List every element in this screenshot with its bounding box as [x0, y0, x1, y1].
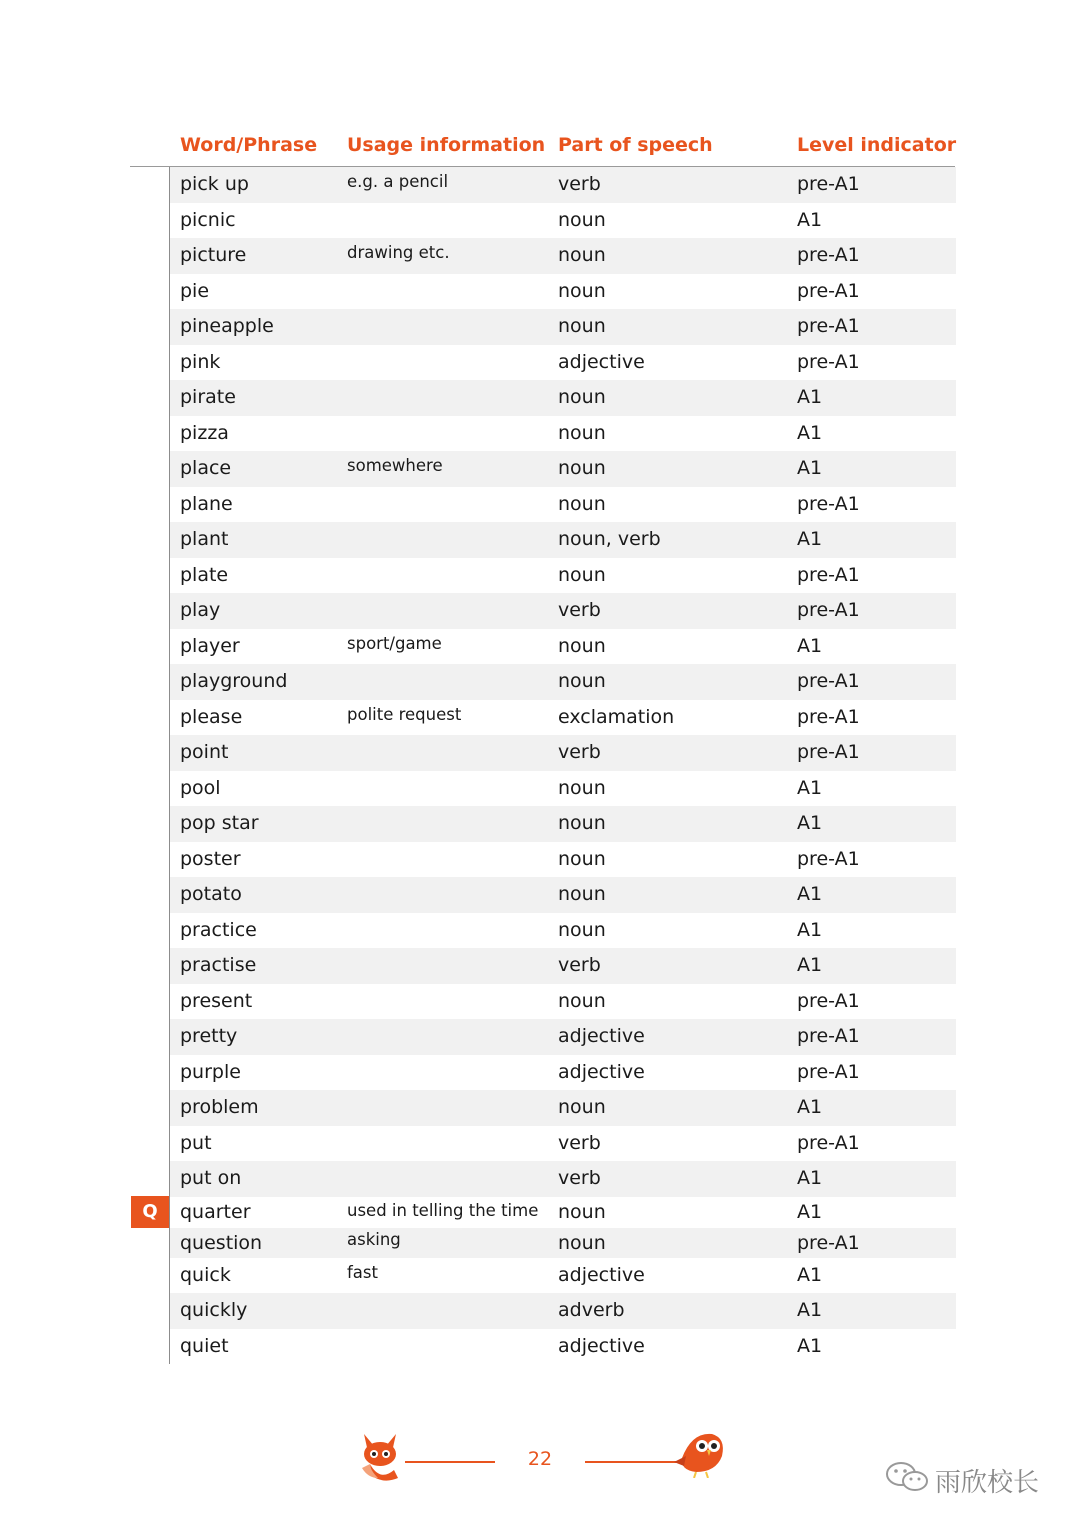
page-number: 22 [527, 1448, 553, 1470]
cell-word: quick [180, 1263, 231, 1286]
table-row [170, 771, 956, 807]
cell-level: A1 [797, 386, 823, 408]
table-row [170, 380, 956, 416]
cell-word: pop star [180, 812, 259, 834]
cell-level: A1 [797, 954, 823, 976]
vocabulary-table [130, 128, 955, 1364]
table-row [170, 1197, 956, 1228]
table-row [170, 948, 956, 984]
table-row [170, 984, 956, 1020]
table-row [170, 309, 956, 345]
cell-word: put [180, 1131, 212, 1154]
cell-word: pizza [180, 421, 229, 444]
cell-part-of-speech: exclamation [558, 705, 675, 728]
cell-word: poster [180, 847, 241, 870]
cell-level: A1 [797, 1299, 823, 1321]
table-row [170, 238, 956, 274]
cell-part-of-speech: noun [558, 989, 606, 1012]
table-row [170, 1126, 956, 1162]
cell-usage: asking [347, 1229, 401, 1249]
cell-level: A1 [797, 1200, 823, 1223]
cell-level: pre-A1 [797, 315, 860, 337]
cell-part-of-speech: noun [558, 776, 606, 799]
cell-level: A1 [797, 918, 823, 941]
cell-level: A1 [797, 1167, 823, 1189]
cell-usage: drawing etc. [347, 243, 450, 262]
cell-part-of-speech: noun [558, 492, 606, 515]
header-usage-information: Usage information [347, 134, 546, 156]
table-row [170, 629, 956, 665]
cell-level: pre-A1 [797, 599, 860, 621]
table-row [170, 274, 956, 310]
table-row [170, 1228, 956, 1258]
table-row [170, 913, 956, 949]
table-row [170, 1090, 956, 1126]
table-body [169, 167, 955, 1364]
cell-part-of-speech: noun [558, 563, 606, 586]
cell-level: A1 [797, 528, 823, 550]
cell-part-of-speech: noun [558, 315, 606, 337]
cell-part-of-speech: verb [558, 954, 601, 976]
table-row [170, 700, 956, 736]
wechat-icon [885, 1460, 929, 1501]
cell-word: pretty [180, 1025, 238, 1047]
cell-word: quickly [180, 1299, 248, 1321]
cell-part-of-speech: noun, verb [558, 528, 661, 550]
cell-usage: polite request [347, 704, 462, 724]
table-row [170, 593, 956, 629]
cell-part-of-speech: adjective [558, 1060, 645, 1083]
cell-word: question [180, 1231, 263, 1254]
cell-word: place [180, 457, 232, 479]
cell-part-of-speech: verb [558, 173, 601, 195]
cell-part-of-speech: adjective [558, 350, 645, 373]
cell-word: plant [180, 528, 229, 550]
cell-word: plane [180, 492, 233, 515]
section-letter-badge: Q [131, 1196, 169, 1228]
cell-part-of-speech: noun [558, 1096, 606, 1118]
cell-usage: somewhere [347, 456, 443, 475]
cell-level: pre-A1 [797, 1060, 860, 1083]
cell-level: pre-A1 [797, 1025, 860, 1047]
cell-part-of-speech: noun [558, 279, 606, 302]
table-row [170, 451, 956, 487]
header-part-of-speech: Part of speech [558, 134, 713, 156]
table-row [170, 416, 956, 452]
cell-part-of-speech: verb [558, 599, 601, 621]
table-row [170, 1161, 956, 1197]
table-row [170, 522, 956, 558]
cell-part-of-speech: noun [558, 244, 606, 266]
table-row [170, 1019, 956, 1055]
cell-word: potato [180, 883, 242, 905]
cell-part-of-speech: noun [558, 386, 606, 408]
cell-part-of-speech: noun [558, 812, 606, 834]
footer-rule-left [405, 1461, 495, 1463]
table-row [170, 345, 956, 381]
cell-level: pre-A1 [797, 279, 860, 302]
fox-icon [358, 1430, 406, 1486]
cell-level: A1 [797, 1334, 823, 1357]
cell-part-of-speech: noun [558, 883, 606, 905]
cell-word: problem [180, 1096, 259, 1118]
cell-part-of-speech: noun [558, 457, 606, 479]
cell-word: practice [180, 918, 257, 941]
cell-part-of-speech: adjective [558, 1334, 645, 1357]
cell-word: plate [180, 563, 229, 586]
header-level-indicator: Level indicator [797, 134, 957, 156]
cell-usage: used in telling the time [347, 1200, 539, 1220]
cell-level: pre-A1 [797, 741, 860, 763]
cell-level: pre-A1 [797, 244, 860, 266]
cell-part-of-speech: noun [558, 421, 606, 444]
table-row [170, 1293, 956, 1329]
cell-word: put on [180, 1167, 242, 1189]
cell-word: present [180, 989, 253, 1012]
cell-level: A1 [797, 457, 823, 479]
cell-part-of-speech: noun [558, 1200, 606, 1223]
watermark [885, 1460, 1039, 1500]
cell-level: A1 [797, 1263, 823, 1286]
cell-word: pink [180, 350, 221, 373]
table-row [170, 664, 956, 700]
cell-word: picnic [180, 208, 236, 231]
table-row [170, 806, 956, 842]
cell-part-of-speech: adjective [558, 1263, 645, 1286]
cell-word: quarter [180, 1200, 251, 1223]
table-row [170, 1258, 956, 1294]
cell-level: A1 [797, 883, 823, 905]
cell-level: A1 [797, 1096, 823, 1118]
cell-word: pick up [180, 173, 249, 195]
cell-part-of-speech: noun [558, 847, 606, 870]
cell-level: pre-A1 [797, 1131, 860, 1154]
cell-word: playground [180, 670, 288, 692]
cell-level: pre-A1 [797, 350, 860, 373]
cell-part-of-speech: verb [558, 1167, 601, 1189]
cell-usage: e.g. a pencil [347, 172, 449, 191]
cell-part-of-speech: adjective [558, 1025, 645, 1047]
cell-level: pre-A1 [797, 989, 860, 1012]
cell-usage: sport/game [347, 633, 442, 653]
table-row [170, 735, 956, 771]
cell-level: pre-A1 [797, 1231, 860, 1254]
table-header [130, 128, 955, 167]
cell-word: purple [180, 1060, 241, 1083]
cell-word: pirate [180, 386, 236, 408]
cell-word: quiet [180, 1334, 229, 1357]
header-word-phrase: Word/Phrase [180, 134, 318, 156]
cell-level: pre-A1 [797, 173, 860, 195]
cell-word: picture [180, 244, 247, 266]
cell-level: pre-A1 [797, 492, 860, 515]
cell-part-of-speech: verb [558, 741, 601, 763]
cell-level: pre-A1 [797, 563, 860, 586]
cell-level: A1 [797, 208, 823, 231]
table-row [170, 842, 956, 878]
cell-part-of-speech: noun [558, 670, 606, 692]
watermark-text: 雨欣校长 [935, 1467, 1040, 1498]
cell-level: pre-A1 [797, 670, 860, 692]
cell-word: please [180, 705, 243, 728]
table-row [170, 558, 956, 594]
cell-usage: fast [347, 1262, 378, 1282]
footer-rule-right [585, 1461, 680, 1463]
cell-part-of-speech: noun [558, 918, 606, 941]
cell-word: play [180, 599, 221, 621]
cell-word: practise [180, 954, 257, 976]
cell-level: A1 [797, 634, 823, 657]
cell-part-of-speech: adverb [558, 1299, 625, 1321]
table-row [170, 167, 956, 203]
cell-word: player [180, 634, 240, 657]
table-row [170, 487, 956, 523]
table-row [170, 877, 956, 913]
cell-level: pre-A1 [797, 705, 860, 728]
cell-level: A1 [797, 776, 823, 799]
cell-part-of-speech: verb [558, 1131, 601, 1154]
cell-level: A1 [797, 421, 823, 444]
cell-level: A1 [797, 812, 823, 834]
cell-part-of-speech: noun [558, 634, 606, 657]
cell-word: pool [180, 776, 221, 799]
cell-word: pie [180, 279, 210, 302]
cell-word: point [180, 741, 229, 763]
table-row [170, 1329, 956, 1365]
table-row [170, 203, 956, 239]
table-row [170, 1055, 956, 1091]
cell-word: pineapple [180, 315, 274, 337]
cell-level: pre-A1 [797, 847, 860, 870]
cell-part-of-speech: noun [558, 1231, 606, 1254]
owl-icon [672, 1428, 728, 1482]
cell-part-of-speech: noun [558, 208, 606, 231]
